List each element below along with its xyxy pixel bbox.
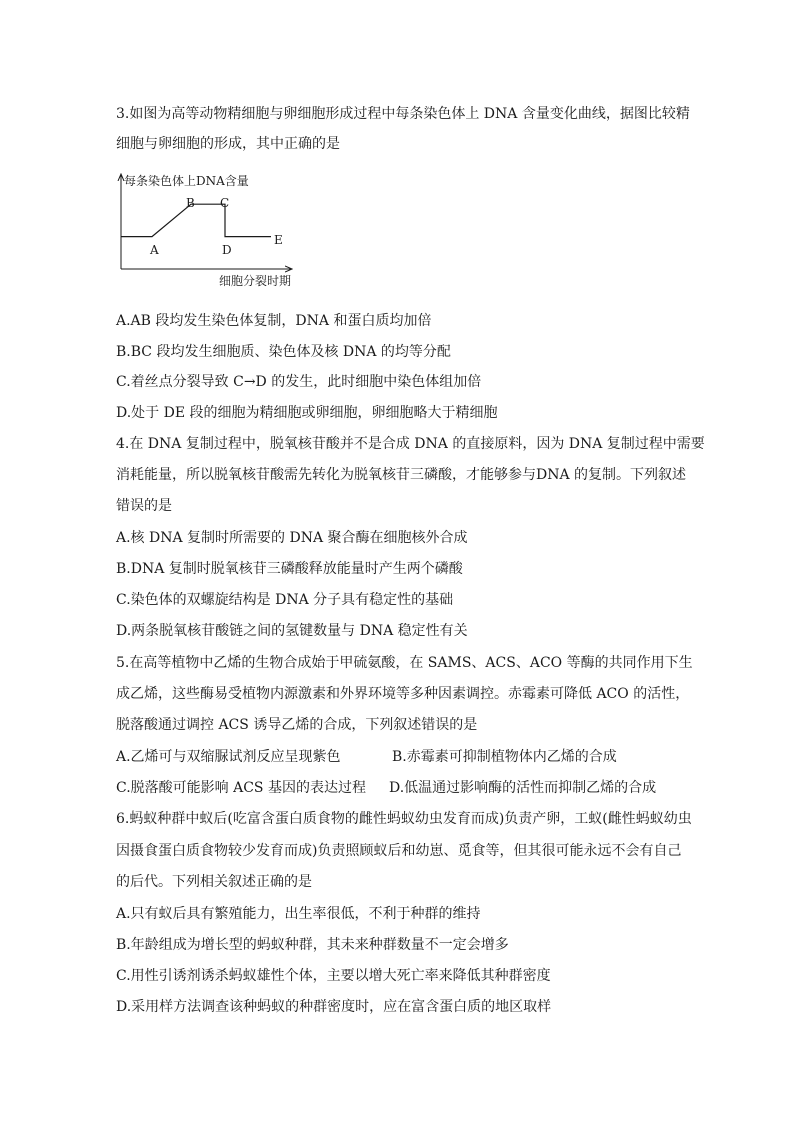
q5-option-d: D.低温通过影响酶的活性而抑制乙烯的合成 — [389, 780, 657, 796]
q6-stem-line-2: 因摄食蛋白质食物较少发育而成)负责照顾蚁后和幼崽、觅食等，但其很可能永远不会有自己 — [116, 843, 682, 859]
q4-stem-line-3: 错误的是 — [116, 498, 172, 514]
q5-options-row-2 — [116, 778, 686, 798]
q4-option-c: C.染色体的双螺旋结构是 DNA 分子具有稳定性的基础 — [116, 592, 454, 608]
y-axis-label: 每条染色体上DNA含量 — [124, 174, 249, 188]
dna-content-chart — [112, 168, 312, 298]
point-label-b: B — [186, 196, 195, 210]
q4-stem-line-1: 4.在 DNA 复制过程中，脱氧核苷酸并不是合成 DNA 的直接原料，因为 DNA 复制过程中需要 — [116, 436, 705, 452]
q6-stem-line-1: 6.蚂蚁种群中蚁后(吃富含蛋白质食物的雌性蚂蚁幼虫发育而成)负责产卵，工蚁(雌性蚂蚁幼虫 — [116, 811, 692, 827]
point-label-c: C — [220, 196, 230, 210]
q3-stem-line-2: 细胞与卵细胞的形成，其中正确的是 — [116, 136, 340, 152]
q3-stem-line-1: 3.如图为高等动物精细胞与卵细胞形成过程中每条染色体上 DNA 含量变化曲线，据图比较精 — [116, 106, 690, 122]
dna-curve-line — [121, 204, 271, 236]
point-label-d: D — [222, 243, 232, 257]
q6-option-b: B.年龄组成为增长型的蚂蚁种群，其未来种群数量不一定会增多 — [116, 937, 509, 953]
q6-stem-line-3: 的后代。下列相关叙述正确的是 — [116, 874, 312, 890]
q6-option-a: A.只有蚁后具有繁殖能力，出生率很低，不利于种群的维持 — [116, 906, 481, 922]
point-label-a: A — [150, 243, 159, 257]
q4-option-b: B.DNA 复制时脱氧核苷三磷酸释放能量时产生两个磷酸 — [116, 561, 463, 577]
q3-option-c: C.着丝点分裂导致 C→D 的发生，此时细胞中染色体组加倍 — [116, 374, 482, 390]
q5-stem-line-2: 成乙烯，这些酶易受植物内源激素和外界环境等多种因素调控。赤霉素可降低 ACO 的活性， — [116, 686, 690, 702]
x-axis-label: 细胞分裂时期 — [219, 274, 292, 288]
q4-stem-line-2: 消耗能量，所以脱氧核苷酸需先转化为脱氧核苷三磷酸，才能够参与DNA 的复制。下列叙述 — [116, 467, 687, 483]
q3-option-d: D.处于 DE 段的细胞为精细胞或卵细胞，卵细胞略大于精细胞 — [116, 405, 498, 421]
q5-options-row-1 — [116, 747, 686, 767]
q5-option-b: B.赤霉素可抑制植物体内乙烯的合成 — [392, 749, 617, 765]
q5-stem-line-1: 5.在高等植物中乙烯的生物合成始于甲硫氨酸，在 SAMS、ACS、ACO 等酶的共同作用下生 — [116, 655, 693, 671]
q3-option-a: A.AB 段均发生染色体复制，DNA 和蛋白质均加倍 — [116, 313, 432, 329]
q4-option-a: A.核 DNA 复制时所需要的 DNA 聚合酶在细胞核外合成 — [116, 530, 468, 546]
q6-option-d: D.采用样方法调查该种蚂蚁的种群密度时，应在富含蛋白质的地区取样 — [116, 999, 552, 1015]
q5-stem-line-3: 脱落酸通过调控 ACS 诱导乙烯的合成，下列叙述错误的是 — [116, 717, 478, 733]
q4-option-d: D.两条脱氧核苷酸链之间的氢键数量与 DNA 稳定性有关 — [116, 623, 468, 639]
q6-option-c: C.用性引诱剂诱杀蚂蚁雄性个体，主要以增大死亡率来降低其种群密度 — [116, 968, 551, 984]
q3-option-b: B.BC 段均发生细胞质、染色体及核 DNA 的均等分配 — [116, 344, 451, 360]
q5-option-c: C.脱落酸可能影响 ACS 基因的表达过程 — [116, 780, 366, 796]
q5-option-a: A.乙烯可与双缩脲试剂反应呈现紫色 — [116, 749, 341, 765]
point-label-e: E — [274, 233, 283, 247]
